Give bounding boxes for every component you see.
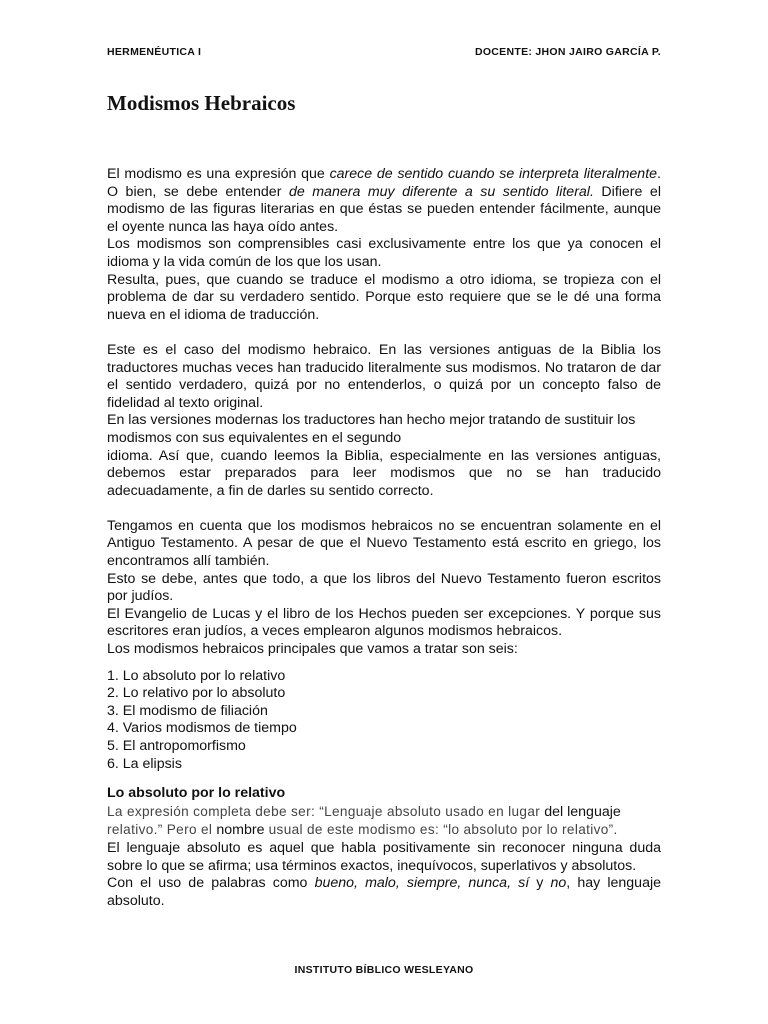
block2-paragraph-3: idioma. Así que, cuando leemos la Biblia, especialmente en las versiones antiguas, debemos estar preparados para leer modismos que no se han traducido adecuadamente, a fin de darles su sentido correcto. [107,447,661,499]
section-paragraph-2: El lenguaje absoluto es aquel que habla positivamente sin reconocer ninguna duda sobre lo que se afirma; usa términos exactos, inequívocos, superlativos y absolutos. [107,839,661,874]
intro-paragraph-2: Los modismos son comprensibles casi exclusivamente entre los que ya conocen el idioma y la vida común de los que los usan. [107,236,661,270]
page-header [107,46,661,58]
page-footer: INSTITUTO BÍBLICO WESLEYANO [294,964,474,976]
document-body [107,166,661,910]
idioms-list [107,668,661,774]
intro-paragraph-3: Resulta, pues, que cuando se traduce el modismo a otro idioma, se tropieza con el problema de dar su verdadero sentido. Porque esto requiere que se le dé una forma nueva en el idioma de traducción. [107,271,661,323]
block3-paragraph-1: Tengamos en cuenta que los modismos hebraicos no se encuentran solamente en el Antiguo Testamento. A pesar de que el Nuevo Testamento está escrito en griego, los encontramos allí también. [107,517,661,570]
section-line-2: relativo.” Pero el nombre usual de este modismo es: “lo absoluto por lo relativo”. [107,822,618,839]
block3-paragraph-4: Los modismos hebraicos principales que vamos a tratar son seis: [107,641,518,658]
intro-paragraph-1: El modismo es una expresión que carece de sentido cuando se interpreta literalmente. O bien, se debe entender de manera muy diferente a su sentido literal. Difiere el modismo de las figuras literarias en que éstas se pueden entender fácilmente, aunque el oyente nunca las haya oído antes. [107,166,661,235]
block3-paragraph-3: El Evangelio de Lucas y el libro de los Hechos pueden ser excepciones. Y porque sus escritores eran judíos, a veces emplearon algunos modismos hebraicos. [107,605,661,640]
list-item: 6. La elipsis [107,755,182,772]
list-item: 2. Lo relativo por lo absoluto [107,685,286,702]
block3-paragraph-2: Esto se debe, antes que todo, a que los libros del Nuevo Testamento fueron escritos por judíos. [107,570,661,605]
course-name: HERMENÉUTICA I [107,46,202,58]
section-line-1: La expresión completa debe ser: “Lenguaje absoluto usado en lugar del lenguaje [107,803,621,820]
list-item: 4. Varios modismos de tiempo [107,720,297,737]
section-paragraph-3: Con el uso de palabras como bueno, malo, siempre, nunca, sí y no, hay lenguaje absoluto. [107,875,661,909]
teacher-name: DOCENTE: JHON JAIRO GARCÍA P. [474,46,661,58]
document-title: Modismos Hebraicos [107,91,296,115]
block2-paragraph-1: Este es el caso del modismo hebraico. En las versiones antiguas de la Biblia los traductores muchas veces han traducido literalmente sus modismos. No trataron de dar el sentido verdadero, quizá por no entenderlos, o quizá por un concepto falso de fidelidad al texto original. [107,341,661,411]
list-item: 5. El antropomorfismo [107,738,246,754]
section-heading: Lo absoluto por lo relativo [107,785,286,802]
list-item: 3. El modismo de filiación [107,702,268,719]
block2-paragraph-2: En las versiones modernas los traductores han hecho mejor tratando de sustituir los modismos con sus equivalentes en el segundo [107,412,636,446]
list-item: 1. Lo absoluto por lo relativo [107,667,286,684]
